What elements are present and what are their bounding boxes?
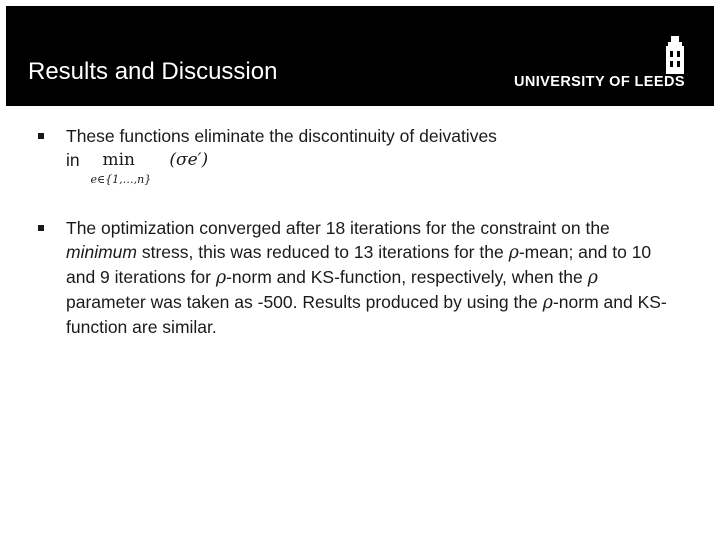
- bullet-item: [36, 124, 676, 192]
- bullet-item: [36, 216, 676, 339]
- title-bar: [6, 6, 714, 106]
- university-logo-text: UNIVERSITY OF LEEDS: [514, 74, 685, 90]
- text-segment: -mean; and to 10 and 9 iterations for: [66, 242, 652, 287]
- rho-symbol: ρ: [587, 268, 598, 288]
- rho-symbol: ρ: [508, 243, 519, 263]
- math-line: [66, 148, 676, 192]
- text-segment: -norm and KS-function, respectively, when the: [226, 267, 588, 287]
- text-segment: The optimization converged after 18 iterations for the constraint on the: [66, 218, 610, 238]
- text-segment: stress, this was reduced to 13 iterations for the: [136, 242, 509, 262]
- math-prefix: in: [66, 150, 80, 170]
- slide-title: Results and Discussion: [28, 58, 278, 85]
- text-segment: -norm and KS-function are similar.: [66, 292, 667, 337]
- bullet-paragraph: [66, 216, 676, 339]
- bullet-text-line: These functions eliminate the discontinuity of deivatives: [66, 126, 497, 146]
- rho-symbol: ρ: [542, 293, 553, 313]
- square-bullet-icon: [38, 133, 44, 139]
- min-argument: (σe′): [169, 150, 209, 170]
- min-operator: min: [102, 150, 136, 170]
- emphasis-minimum: minimum: [66, 242, 137, 262]
- text-segment: parameter was taken as -500. Results produced by using the: [66, 292, 543, 312]
- min-expression: [91, 148, 161, 188]
- rho-symbol: ρ: [215, 268, 227, 288]
- slide-content: [36, 124, 676, 363]
- min-subscript: e∈{1,…,n}: [90, 173, 152, 186]
- university-tower-icon: [658, 36, 692, 74]
- square-bullet-icon: [38, 225, 44, 231]
